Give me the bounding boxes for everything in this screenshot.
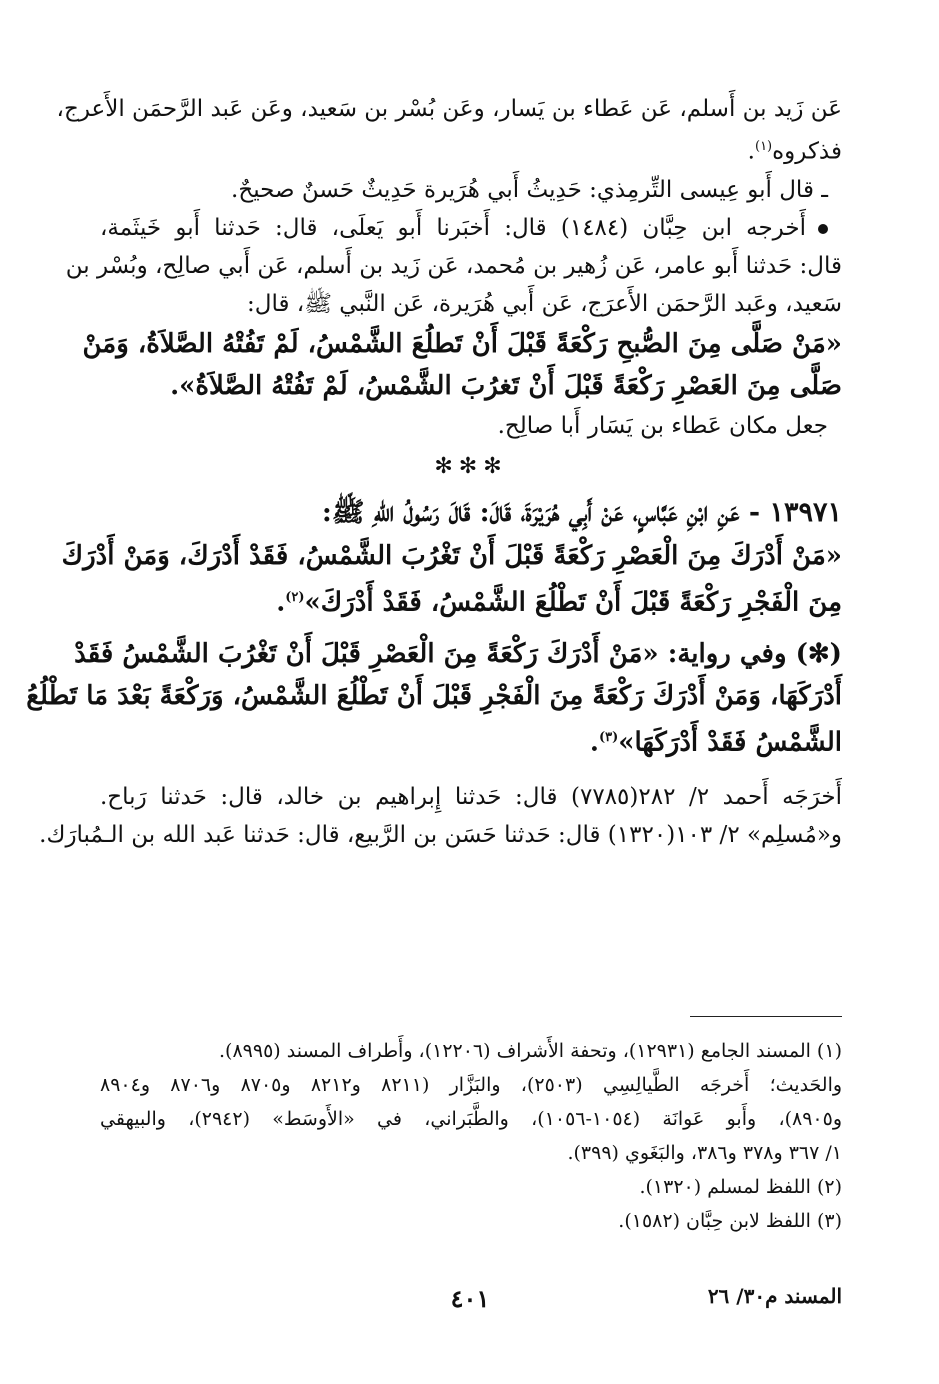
footnote-ref: (٣) [598,730,619,746]
footnote-line: (٣) اللفظ لابن حِبَّان (١٥٨٢). [618,1210,842,1232]
section-separator: ✻✻✻ [434,453,508,479]
text-span: . [276,587,286,618]
bullet-icon [818,224,828,234]
footnote-line: (١) المسند الجامع (١٢٩٣١)، وتحفة الأَشراف (١٢٢٠٦)، وأَطراف المسند (٨٩٩٥). [219,1040,842,1062]
footnote-line: (٢) اللفظ لمسلم (١٣٢٠). [639,1176,842,1198]
hadith-text-line [100,717,842,764]
hadith-text-line [100,577,842,624]
text-line: و«مُسلِم» ٢/ ١٠٣(١٣٢٠) قال: حَدثنا حَسَن بن الرَّبيع، قال: حَدثنا عَبد الله بن الـمُبارَك. [39,821,842,848]
text-span: . [589,727,599,758]
footnotes [100,1034,842,1238]
text-line [100,209,842,247]
footnote-ref: (٢) [285,589,305,605]
text-line [100,128,842,171]
hadith-text-line: (✻) وفي رواية: «مَنْ أَدْرَكَ رَكْعَةً مِنَ الْعَصْرِ قَبْلَ أَنْ تَغْرُبَ الشَّمْسُ فَقَدْ [74,639,842,670]
page-footer [100,1284,842,1320]
text-line: عَن زَيد بن أَسلم، عَن عَطاء بن يَسار، وعَن بُسْر بن سَعيد، وعَن عَبد الرَّحمَن الأَعرج، [56,96,842,122]
hadith-text-line: «مَنْ أَدْرَكَ مِنَ الْعَصْرِ رَكْعَةً قَبْلَ أَنْ تَغْرُبَ الشَّمْسُ، فَقَدْ أَدْرَكَ، وَمَنْ أَدْرَكَ [61,540,842,571]
hadith-text-line: «مَنْ صَلَّى مِنَ الصُّبحِ رَكْعَةً قَبْلَ أَنْ تَطلُعَ الشَّمْسُ، لَمْ تَفُتْهُ الصَّلاَةُ، وَمَنْ [82,328,842,359]
text-line: ـ قال أَبو عِيسى التِّرمِذي: حَدِيثُ أَبي هُرَيرة حَدِيثٌ حَسنٌ صحيحٌ. [231,176,828,203]
footnote-divider [690,1016,842,1017]
page-number: ٤٠١ [450,1284,490,1313]
text-line: أَخرَجَه أَحمد ٢/ ٢٨٢(٧٧٨٥) قال: حَدثنا إِبراهيم بن خالد، قال: حَدثنا رَباح. [100,783,842,810]
text-span: مِنَ الْفَجْرِ رَكْعَةً قَبْلَ أَنْ تَطْلُعَ الشَّمْسُ، فَقَدْ أَدْرَكَ» [304,587,842,618]
hadith-heading: ١٣٩٧١ - عَنِ ابْنِ عَبَّاسٍ، عَنْ أَبِي هُرَيْرَةَ، قَالَ: قَالَ رَسُولُ اللهِ ﷺ: [321,496,842,528]
hadith-text-line: أَدْرَكَهَا، وَمَنْ أَدْرَكَ رَكْعَةً مِنَ الْفَجْرِ قَبْلَ أَنْ تَطْلُعَ الشَّمْسُ، وَرَكْعَةً بَعْدَ مَا تَطْلُعُ [26,681,842,712]
text-line: سَعيد، وعَبد الرَّحمَن الأَعرَج، عَن أَبي هُرَيرة، عَن النَّبي ﷺ، قال: [247,290,842,317]
text-line: جعل مكان عَطاء بن يَسَار أَبا صالِح. [497,412,828,439]
text-span: . [747,138,755,165]
main-text [26,90,842,854]
text-span: فذكروه [772,138,842,165]
hadith-text-line: صَلَّى مِنَ العَصْرِ رَكْعَةً قَبْلَ أَنْ تَغرُبَ الشَّمْسُ، لَمْ تَفُتْهُ الصَّلاَةُ». [170,370,842,401]
text-line: قال: حَدثنا أَبو عامر، عَن زُهير بن مُحمد، عَن زَيد بن أَسلم، عَن أَبي صالِح، وبُسْر بن [65,252,842,279]
footnote-line: ١/ ٣٦٧ و٣٧٨ و٣٨٦، والبَغَوي (٣٩٩). [567,1142,842,1164]
footnote-line: و٨٩٠٥)، وأَبو عَوانَة (١٠٥٤-١٠٥٦)، والطَّبَراني، في «الأَوسَط» (٢٩٤٢)، والبيهقي [100,1108,843,1130]
text-span: أَخرجه ابن حِبَّان (١٤٨٤) قال: أَخبَرنا أَبو يَعلَى، قال: حَدثنا أَبو خَيثَمة، [100,214,806,241]
footnote-ref: (١) [754,139,773,154]
text-span: الشَّمْسُ فَقَدْ أَدْرَكَهَا» [618,727,842,758]
footnote-line: والحَديث؛ أَخرجَه الطَّيالِسِي (٢٥٠٣)، والبَزَّار (٨٢١١ و٨٢١٢ و٨٧٠٥ و٨٧٠٦ و٨٩٠٤ [100,1074,843,1096]
volume-signature: المسند م٣٠/ ٢٦ [707,1284,842,1308]
